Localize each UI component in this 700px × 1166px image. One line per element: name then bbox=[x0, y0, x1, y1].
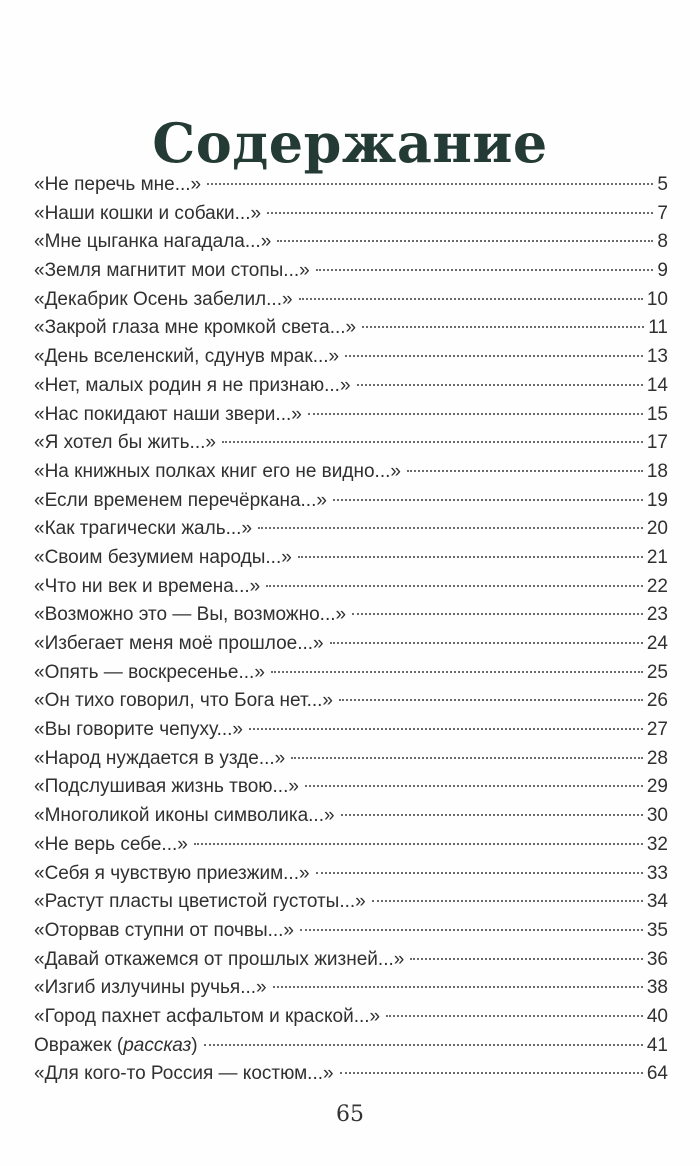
toc-leader-dots bbox=[308, 413, 643, 415]
toc-entry-title bbox=[34, 573, 260, 602]
toc-entry-page: 20 bbox=[646, 518, 668, 540]
toc-entry-page: 19 bbox=[646, 489, 668, 511]
toc-entry-title bbox=[34, 831, 188, 860]
toc-entry-title-text: «Я хотел бы жить...» bbox=[34, 432, 216, 454]
toc-entry-page: 35 bbox=[646, 919, 668, 941]
toc-entry-title bbox=[34, 171, 201, 200]
toc-entry bbox=[34, 573, 668, 602]
toc-entry-title bbox=[34, 200, 261, 229]
toc-entry bbox=[34, 946, 668, 975]
toc-leader-dots bbox=[316, 872, 643, 874]
toc-entry-title bbox=[34, 286, 293, 315]
toc-entry-title bbox=[34, 659, 265, 688]
toc-entry-title bbox=[34, 257, 310, 286]
toc-entry-title bbox=[34, 917, 294, 946]
toc-entry-page: 14 bbox=[646, 374, 668, 396]
toc-entry-page: 41 bbox=[646, 1034, 668, 1056]
toc-entry-title-text: «Он тихо говорил, что Бога нет...» bbox=[34, 690, 333, 712]
toc-entry-title-text: «Нас покидают наши звери...» bbox=[34, 403, 302, 425]
toc-entry-title-text: «Вы говорите чепуху...» bbox=[34, 719, 243, 741]
toc-entry bbox=[34, 487, 668, 516]
toc-leader-dots bbox=[340, 1072, 643, 1074]
toc-leader-dots bbox=[267, 212, 653, 214]
toc-entry-title-text: «На книжных полках книг его не видно...» bbox=[34, 460, 401, 482]
toc-leader-dots bbox=[352, 613, 643, 615]
toc-entry-page: 11 bbox=[648, 317, 668, 339]
toc-entry-title bbox=[34, 716, 243, 745]
toc-leader-dots bbox=[300, 929, 643, 931]
toc-entry-page: 15 bbox=[646, 403, 668, 425]
toc-leader-dots bbox=[386, 1015, 643, 1017]
toc-entry bbox=[34, 286, 668, 315]
toc-entry-page: 7 bbox=[657, 202, 668, 224]
toc-entry bbox=[34, 458, 668, 487]
toc-entry bbox=[34, 601, 668, 630]
toc-entry-page: 64 bbox=[646, 1063, 668, 1085]
toc-entry bbox=[34, 888, 668, 917]
toc-entry-title bbox=[34, 228, 271, 257]
toc-entry bbox=[34, 171, 668, 200]
toc-entry-title-text: «Не верь себе...» bbox=[34, 833, 188, 855]
toc-entry-title-text: «Если временем перечёркана...» bbox=[34, 489, 327, 511]
toc-entry-title-text: «Своим безумием народы...» bbox=[34, 546, 292, 568]
toc-leader-dots bbox=[330, 642, 643, 644]
toc-leader-dots bbox=[372, 900, 643, 902]
toc-entry-page: 22 bbox=[646, 575, 668, 597]
toc-entry-title bbox=[34, 974, 267, 1003]
toc-leader-dots bbox=[222, 441, 643, 443]
toc-entry-title-text: «Декабрик Осень забелил...» bbox=[34, 288, 293, 310]
toc-leader-dots bbox=[258, 527, 643, 529]
toc-entry-page: 38 bbox=[646, 977, 668, 999]
toc-entry-title-text: «День вселенский, сдунув мрак...» bbox=[34, 346, 340, 368]
toc-entry-title-text: «Опять — воскресенье...» bbox=[34, 661, 265, 683]
toc-entry-title bbox=[34, 372, 351, 401]
toc-entry-title-text: «Подслушивая жизнь твою...» bbox=[34, 776, 299, 798]
toc-entry-page: 34 bbox=[646, 891, 668, 913]
toc-entry-page: 26 bbox=[646, 690, 668, 712]
toc-leader-dots bbox=[298, 556, 643, 558]
toc-entry-title-text: «Что ни век и времена...» bbox=[34, 575, 261, 597]
toc-entry bbox=[34, 200, 668, 229]
toc-entry-page: 18 bbox=[646, 460, 668, 482]
toc-leader-dots bbox=[407, 470, 643, 472]
toc-entry bbox=[34, 372, 668, 401]
toc-entry-title-text: «Растут пласты цветистой густоты...» bbox=[34, 891, 366, 913]
toc-entry bbox=[34, 974, 668, 1003]
toc-entry-page: 25 bbox=[646, 661, 668, 683]
toc-leader-dots bbox=[410, 958, 643, 960]
toc-entry bbox=[34, 802, 668, 831]
toc-entry-page: 30 bbox=[646, 805, 668, 827]
toc-entry-title-text: «Давай откажемся от прошлых жизней...» bbox=[34, 948, 405, 970]
page-title: Содержание bbox=[152, 111, 548, 176]
toc-entry bbox=[34, 1032, 668, 1061]
toc-entry-title bbox=[34, 429, 216, 458]
toc-entry bbox=[34, 515, 668, 544]
toc-entry-page: 21 bbox=[646, 546, 668, 568]
toc-entry-title-text: «Возможно это — Вы, возможно...» bbox=[34, 604, 347, 626]
toc-entry-title bbox=[34, 745, 285, 774]
toc-entry bbox=[34, 1060, 668, 1089]
toc-entry-title-text: «Изгиб излучины ручья...» bbox=[34, 977, 267, 999]
toc-entry bbox=[34, 401, 668, 430]
toc-leader-dots bbox=[277, 240, 653, 242]
toc-entry bbox=[34, 544, 668, 573]
toc-entry-title-text: «Себя я чувствую приезжим...» bbox=[34, 862, 310, 884]
toc-entry bbox=[34, 659, 668, 688]
toc-entry bbox=[34, 687, 668, 716]
toc-leader-dots bbox=[316, 269, 654, 271]
toc-entry bbox=[34, 228, 668, 257]
toc-entry-page: 28 bbox=[646, 747, 668, 769]
toc-leader-dots bbox=[271, 671, 643, 673]
toc-entry-title bbox=[34, 630, 324, 659]
toc-entry-title-text: «Для кого-то Россия — костюм...» bbox=[34, 1063, 334, 1085]
toc-entry-title bbox=[34, 314, 356, 343]
toc-entry-page: 33 bbox=[646, 862, 668, 884]
toc-leader-dots bbox=[341, 814, 643, 816]
toc-entry-title bbox=[34, 860, 310, 889]
toc-leader-dots bbox=[273, 986, 643, 988]
toc-entry-page: 29 bbox=[646, 776, 668, 798]
toc-leader-dots bbox=[207, 183, 653, 185]
toc-entry bbox=[34, 745, 668, 774]
toc-entry-title-text: «Наши кошки и собаки...» bbox=[34, 202, 262, 224]
toc-entry-title bbox=[34, 1060, 334, 1089]
toc-entry-page: 40 bbox=[646, 1005, 668, 1027]
toc-entry-title bbox=[34, 343, 339, 372]
toc-entry bbox=[34, 630, 668, 659]
toc-leader-dots bbox=[339, 699, 643, 701]
toc-entry-title-text: «Многоликой иконы символика...» bbox=[34, 805, 335, 827]
toc-entry-page: 36 bbox=[646, 948, 668, 970]
toc-entry-title-text: «Нет, малых родин я не признаю...» bbox=[34, 374, 351, 396]
toc-entry-page: 27 bbox=[646, 719, 668, 741]
toc-entry-page: 13 bbox=[646, 346, 668, 368]
toc-entry-title-text: «Народ нуждается в узде...» bbox=[34, 747, 286, 769]
toc-entry-title-close: ) bbox=[191, 1034, 198, 1056]
toc-entry-page: 23 bbox=[646, 604, 668, 626]
toc-entry-title bbox=[34, 515, 252, 544]
toc-leader-dots bbox=[362, 326, 644, 328]
toc-entry-title bbox=[34, 773, 299, 802]
toc-entry-title bbox=[34, 487, 327, 516]
toc-entry-title bbox=[34, 687, 333, 716]
toc-entry bbox=[34, 343, 668, 372]
toc-leader-dots bbox=[345, 355, 643, 357]
toc-entry-note: рассказ bbox=[123, 1034, 192, 1056]
toc-entry-page: 32 bbox=[646, 833, 668, 855]
toc-entry-title bbox=[34, 888, 366, 917]
toc-leader-dots bbox=[357, 384, 643, 386]
toc-leader-dots bbox=[194, 843, 643, 845]
page-number: 65 bbox=[336, 1102, 364, 1127]
toc-entry-title bbox=[34, 1032, 198, 1061]
toc-entry bbox=[34, 860, 668, 889]
toc-entry-page: 5 bbox=[657, 174, 668, 195]
toc-entry-title-text: «Закрой глаза мне кромкой света...» bbox=[34, 317, 357, 339]
toc-entry bbox=[34, 773, 668, 802]
toc-leader-dots bbox=[249, 728, 643, 730]
toc-leader-dots bbox=[291, 757, 643, 759]
toc-leader-dots bbox=[266, 585, 643, 587]
toc-entry bbox=[34, 1003, 668, 1032]
toc-leader-dots bbox=[333, 499, 643, 501]
toc-entry bbox=[34, 314, 668, 343]
table-of-contents bbox=[34, 171, 668, 1089]
toc-entry-title-text: «Город пахнет асфальтом и краской...» bbox=[34, 1005, 381, 1027]
toc-entry bbox=[34, 831, 668, 860]
toc-leader-dots bbox=[299, 298, 643, 300]
toc-leader-dots bbox=[305, 785, 643, 787]
toc-entry-title bbox=[34, 601, 346, 630]
toc-entry-title-text: «Не перечь мне...» bbox=[34, 174, 202, 195]
toc-entry-title bbox=[34, 1003, 380, 1032]
toc-leader-dots bbox=[204, 1044, 643, 1046]
toc-entry-title bbox=[34, 802, 335, 831]
toc-entry-title bbox=[34, 401, 302, 430]
toc-entry-title bbox=[34, 544, 292, 573]
toc-entry bbox=[34, 257, 668, 286]
toc-entry-page: 24 bbox=[646, 633, 668, 654]
toc-entry-title-text: «Как трагически жаль...» bbox=[34, 518, 253, 540]
toc-entry bbox=[34, 429, 668, 458]
toc-entry-title-text: «Земля магнитит мои стопы...» bbox=[34, 260, 310, 282]
toc-entry-page: 8 bbox=[657, 231, 668, 253]
toc-entry bbox=[34, 917, 668, 946]
toc-entry-title-text: «Оторвав ступни от почвы...» bbox=[34, 919, 294, 941]
toc-entry-title bbox=[34, 946, 404, 975]
toc-entry-page: 10 bbox=[646, 288, 668, 310]
toc-entry bbox=[34, 716, 668, 745]
toc-entry-title bbox=[34, 458, 401, 487]
toc-entry-title-text: «Мне цыганка нагадала...» bbox=[34, 231, 272, 253]
toc-entry-page: 9 bbox=[657, 260, 668, 282]
toc-entry-page: 17 bbox=[646, 432, 668, 454]
toc-entry-title-text: «Избегает меня моё прошлое...» bbox=[34, 633, 324, 654]
toc-entry-title-text: Овражек ( bbox=[34, 1034, 124, 1056]
